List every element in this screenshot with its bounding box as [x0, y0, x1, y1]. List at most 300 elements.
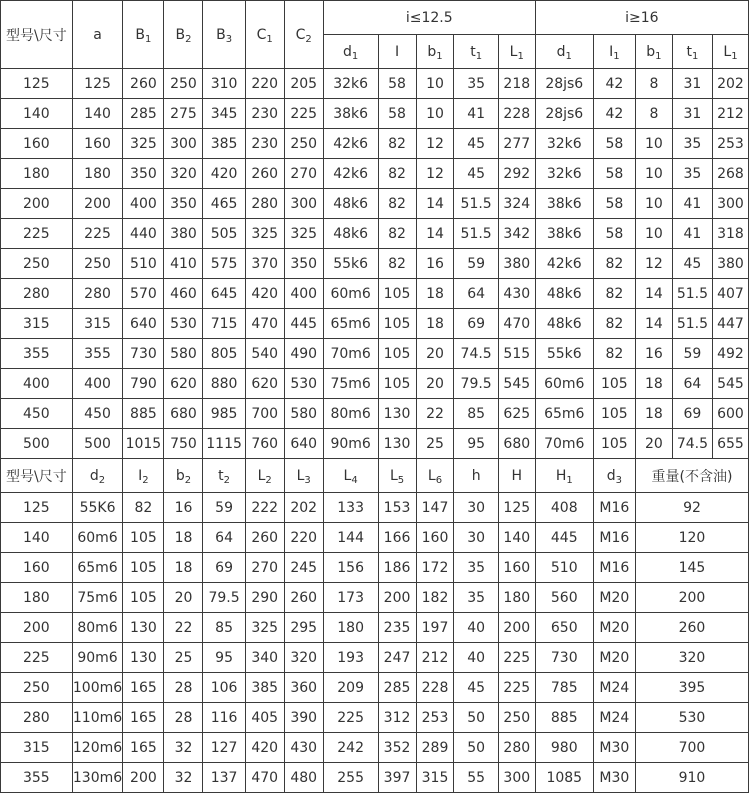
table-cell: 10: [635, 129, 672, 159]
table-cell: 25: [416, 429, 454, 459]
table-cell: 202: [284, 493, 323, 523]
table-cell: 380: [164, 219, 203, 249]
table-cell: 197: [416, 613, 454, 643]
table-cell: 530: [164, 309, 203, 339]
table-cell: 70m6: [323, 339, 378, 369]
table-cell: 655: [712, 429, 748, 459]
table-cell: 200: [1, 189, 73, 219]
table-cell: 250: [1, 249, 73, 279]
header-d1-high: $d_1$: [535, 35, 593, 69]
table-cell: 790: [123, 369, 164, 399]
header-l6: $L_6$: [416, 459, 454, 493]
table-cell: 222: [245, 493, 284, 523]
table-cell: 20: [416, 369, 454, 399]
table-cell: 680: [498, 429, 535, 459]
table-cell: 225: [284, 99, 323, 129]
table-cell: 172: [416, 553, 454, 583]
table-cell: 300: [712, 189, 748, 219]
table-cell: 355: [1, 339, 73, 369]
table-cell: 12: [416, 129, 454, 159]
table-cell: 16: [164, 493, 203, 523]
table-cell: 242: [323, 733, 378, 763]
table-cell: 230: [245, 129, 284, 159]
table-cell: 140: [498, 523, 535, 553]
header-b1: $B_1$: [123, 1, 164, 69]
table-cell: 325: [284, 219, 323, 249]
table-cell: 570: [123, 279, 164, 309]
table-cell: 280: [498, 733, 535, 763]
table-cell: 58: [593, 219, 635, 249]
table-cell: 82: [378, 129, 416, 159]
table-cell: 18: [164, 523, 203, 553]
table-cell: 125: [1, 493, 73, 523]
table-cell: 45: [672, 249, 712, 279]
table1-row: [1, 339, 749, 369]
table-cell: 312: [378, 703, 416, 733]
header-c1: $C_1$: [245, 1, 284, 69]
table-cell: 253: [712, 129, 748, 159]
table-cell: 315: [416, 763, 454, 793]
table-cell: 510: [535, 553, 593, 583]
header-b1-low: $b_1$: [416, 35, 454, 69]
table-cell: 130: [123, 613, 164, 643]
table-cell: 80m6: [72, 613, 123, 643]
header-model: 型号\尺寸: [1, 1, 73, 69]
header-i-low: I: [378, 35, 416, 69]
table-cell: M30: [593, 733, 635, 763]
table-cell: 160: [1, 129, 73, 159]
table2-row: [1, 523, 749, 553]
table-cell: 153: [378, 493, 416, 523]
table2-row: [1, 493, 749, 523]
table-cell: 280: [1, 703, 73, 733]
table-cell: 65m6: [323, 309, 378, 339]
table-cell: 202: [712, 69, 748, 99]
table-cell: 105: [593, 429, 635, 459]
table-cell: 300: [498, 763, 535, 793]
table-cell: 105: [593, 369, 635, 399]
table-cell: 289: [416, 733, 454, 763]
table-cell: 620: [164, 369, 203, 399]
table-cell: 16: [416, 249, 454, 279]
table-cell: 60m6: [535, 369, 593, 399]
table-cell: M24: [593, 703, 635, 733]
table-cell: 515: [498, 339, 535, 369]
table-cell: 69: [672, 399, 712, 429]
table-cell: 32k6: [323, 69, 378, 99]
table-cell: 173: [323, 583, 378, 613]
table-cell: 420: [245, 279, 284, 309]
table-cell: 980: [535, 733, 593, 763]
table-cell: 82: [593, 279, 635, 309]
table-cell: 270: [245, 553, 284, 583]
table-cell: M20: [593, 643, 635, 673]
header-i2: $I_2$: [123, 459, 164, 493]
table-cell: 42k6: [323, 159, 378, 189]
table-cell: 35: [454, 553, 498, 583]
header-l1-low: $L_1$: [498, 35, 535, 69]
table1-row: [1, 309, 749, 339]
table-cell: 410: [164, 249, 203, 279]
table-cell: 22: [416, 399, 454, 429]
table-cell: 51.5: [672, 279, 712, 309]
table-cell: 785: [535, 673, 593, 703]
table-cell: 280: [1, 279, 73, 309]
table-cell: 55K6: [72, 493, 123, 523]
table-cell: 180: [1, 583, 73, 613]
table-cell: 420: [203, 159, 245, 189]
table-cell: 318: [712, 219, 748, 249]
table-cell: 1115: [203, 429, 245, 459]
table-cell: 390: [284, 703, 323, 733]
table-cell: 165: [123, 703, 164, 733]
table-cell: 385: [245, 673, 284, 703]
table-cell: 20: [164, 583, 203, 613]
table-cell: 560: [535, 583, 593, 613]
table-cell: 209: [323, 673, 378, 703]
table-cell: 35: [454, 583, 498, 613]
table-cell: 55k6: [535, 339, 593, 369]
table-cell: 14: [416, 189, 454, 219]
header-d3: $d_3$: [593, 459, 635, 493]
table-cell: 10: [635, 189, 672, 219]
table-cell: 65m6: [535, 399, 593, 429]
table-cell: 545: [498, 369, 535, 399]
table-cell: 38k6: [323, 99, 378, 129]
table-cell: 18: [635, 399, 672, 429]
table-cell: 42: [593, 69, 635, 99]
header-b2: $B_2$: [164, 1, 203, 69]
table-cell: 144: [323, 523, 378, 553]
table-cell: 260: [245, 159, 284, 189]
table-cell: 730: [123, 339, 164, 369]
table-cell: 193: [323, 643, 378, 673]
table-cell: 300: [164, 129, 203, 159]
table-cell: 470: [245, 763, 284, 793]
header-c2: $C_2$: [284, 1, 323, 69]
table-cell: 74.5: [672, 429, 712, 459]
header-l5: $L_5$: [378, 459, 416, 493]
table-cell: 90m6: [323, 429, 378, 459]
table-cell: 640: [123, 309, 164, 339]
table-cell: 8: [635, 99, 672, 129]
table-cell: 58: [593, 129, 635, 159]
table-cell: 28: [164, 703, 203, 733]
table2-row: [1, 553, 749, 583]
table-cell: 580: [284, 399, 323, 429]
table-cell: 510: [123, 249, 164, 279]
table-cell: 500: [1, 429, 73, 459]
table-cell: 260: [635, 613, 748, 643]
table-cell: M24: [593, 673, 635, 703]
table-cell: 166: [378, 523, 416, 553]
table-cell: 45: [454, 673, 498, 703]
table-cell: 51.5: [672, 309, 712, 339]
table-cell: 48k6: [323, 189, 378, 219]
table-cell: 25: [164, 643, 203, 673]
table-cell: 985: [203, 399, 245, 429]
table-cell: 125: [72, 69, 123, 99]
table-cell: 360: [284, 673, 323, 703]
table-cell: 225: [1, 643, 73, 673]
header-t1-low: $t_1$: [454, 35, 498, 69]
table-cell: 380: [498, 249, 535, 279]
table-cell: 218: [498, 69, 535, 99]
table-cell: 105: [123, 553, 164, 583]
table-cell: 285: [123, 99, 164, 129]
table-cell: 14: [416, 219, 454, 249]
table-cell: 182: [416, 583, 454, 613]
table2-row: [1, 673, 749, 703]
table-cell: 22: [164, 613, 203, 643]
table-cell: 35: [672, 159, 712, 189]
table-cell: 430: [498, 279, 535, 309]
table-cell: 18: [164, 553, 203, 583]
table-cell: 505: [203, 219, 245, 249]
table-cell: 140: [1, 523, 73, 553]
table-cell: 212: [416, 643, 454, 673]
table-cell: 58: [593, 159, 635, 189]
table-cell: 490: [284, 339, 323, 369]
table-cell: 370: [245, 249, 284, 279]
header-d2: $d_2$: [72, 459, 123, 493]
table-cell: 492: [712, 339, 748, 369]
header-h1: $H_1$: [535, 459, 593, 493]
table-cell: 620: [245, 369, 284, 399]
table-cell: 82: [593, 309, 635, 339]
table-cell: 760: [245, 429, 284, 459]
table-cell: 397: [378, 763, 416, 793]
table-cell: 225: [498, 643, 535, 673]
table-cell: 58: [593, 189, 635, 219]
table-cell: 885: [535, 703, 593, 733]
table-cell: 910: [635, 763, 748, 793]
table-cell: 440: [123, 219, 164, 249]
table-cell: 160: [498, 553, 535, 583]
header-group-low-ratio: i≤12.5: [323, 1, 535, 35]
table-cell: 385: [203, 129, 245, 159]
table-cell: 45: [454, 129, 498, 159]
table-cell: 70m6: [535, 429, 593, 459]
table-cell: 350: [164, 189, 203, 219]
table-cell: 79.5: [454, 369, 498, 399]
table-cell: 60m6: [323, 279, 378, 309]
table-cell: 140: [72, 99, 123, 129]
table-cell: 324: [498, 189, 535, 219]
table-cell: 12: [635, 249, 672, 279]
table-cell: 325: [123, 129, 164, 159]
table-cell: 64: [672, 369, 712, 399]
table-cell: 50: [454, 703, 498, 733]
table-cell: 165: [123, 733, 164, 763]
table-cell: 715: [203, 309, 245, 339]
table-cell: 320: [635, 643, 748, 673]
header-l1-high: $L_1$: [712, 35, 748, 69]
table1-row: [1, 99, 749, 129]
table1-row: [1, 219, 749, 249]
table-cell: 8: [635, 69, 672, 99]
table-cell: 250: [284, 129, 323, 159]
table-cell: 200: [123, 763, 164, 793]
table-cell: 220: [245, 69, 284, 99]
table-cell: 750: [164, 429, 203, 459]
table-cell: 38k6: [535, 189, 593, 219]
table-cell: 48k6: [535, 309, 593, 339]
table-cell: 470: [245, 309, 284, 339]
table-cell: M20: [593, 583, 635, 613]
table-cell: 1015: [123, 429, 164, 459]
table-cell: 40: [454, 613, 498, 643]
table-cell: 140: [1, 99, 73, 129]
header-row-3: [1, 459, 749, 493]
table-cell: 51.5: [454, 189, 498, 219]
table-cell: 280: [245, 189, 284, 219]
table-cell: 18: [416, 309, 454, 339]
table-cell: 58: [378, 69, 416, 99]
table-cell: 225: [323, 703, 378, 733]
header-h-large: H: [498, 459, 535, 493]
table-cell: 212: [712, 99, 748, 129]
table-cell: 350: [123, 159, 164, 189]
table-cell: 16: [635, 339, 672, 369]
table-cell: 125: [1, 69, 73, 99]
table-cell: 10: [416, 69, 454, 99]
table-cell: 640: [284, 429, 323, 459]
table-cell: 10: [635, 219, 672, 249]
header-t2: $t_2$: [203, 459, 245, 493]
table-cell: 35: [672, 129, 712, 159]
table-cell: 275: [164, 99, 203, 129]
table-cell: 352: [378, 733, 416, 763]
table-cell: 650: [535, 613, 593, 643]
table-cell: 35: [454, 69, 498, 99]
table-cell: M20: [593, 613, 635, 643]
table-cell: M16: [593, 493, 635, 523]
table-cell: 64: [454, 279, 498, 309]
table-cell: 530: [284, 369, 323, 399]
table-cell: 300: [284, 189, 323, 219]
table-cell: 105: [378, 339, 416, 369]
table-cell: 48k6: [535, 279, 593, 309]
table-cell: 105: [123, 523, 164, 553]
table-cell: 805: [203, 339, 245, 369]
table-cell: 32k6: [535, 159, 593, 189]
table-cell: 92: [635, 493, 748, 523]
table-cell: 130: [123, 643, 164, 673]
table-cell: 38k6: [535, 219, 593, 249]
table-cell: 59: [203, 493, 245, 523]
table-cell: 79.5: [203, 583, 245, 613]
table-cell: 280: [72, 279, 123, 309]
table-cell: 247: [378, 643, 416, 673]
table-cell: 133: [323, 493, 378, 523]
table-cell: 65m6: [72, 553, 123, 583]
table-cell: 80m6: [323, 399, 378, 429]
table-cell: 700: [635, 733, 748, 763]
table-cell: 18: [635, 369, 672, 399]
table-cell: 530: [635, 703, 748, 733]
table-cell: 480: [284, 763, 323, 793]
table-cell: 355: [72, 339, 123, 369]
table-cell: 110m6: [72, 703, 123, 733]
table-cell: 880: [203, 369, 245, 399]
table-cell: 580: [164, 339, 203, 369]
table-cell: 180: [1, 159, 73, 189]
table-cell: 220: [284, 523, 323, 553]
table-cell: 545: [712, 369, 748, 399]
table1-row: [1, 399, 749, 429]
table-cell: 245: [284, 553, 323, 583]
table1-row: [1, 69, 749, 99]
table1-row: [1, 429, 749, 459]
table-cell: 41: [454, 99, 498, 129]
table1-row: [1, 369, 749, 399]
table-cell: 50: [454, 733, 498, 763]
table-cell: 75m6: [323, 369, 378, 399]
table-cell: 41: [672, 189, 712, 219]
table-cell: 315: [1, 309, 73, 339]
table-cell: 228: [498, 99, 535, 129]
table-cell: 82: [378, 219, 416, 249]
table-cell: 55k6: [323, 249, 378, 279]
table-cell: 85: [454, 399, 498, 429]
table-cell: 180: [72, 159, 123, 189]
header-l2: $L_2$: [245, 459, 284, 493]
table2-row: [1, 583, 749, 613]
table-cell: 14: [635, 309, 672, 339]
header-l4: $L_4$: [323, 459, 378, 493]
table2-row: [1, 703, 749, 733]
table-cell: 395: [635, 673, 748, 703]
table-cell: 228: [416, 673, 454, 703]
table-cell: 64: [203, 523, 245, 553]
table-cell: 200: [498, 613, 535, 643]
table-cell: 260: [245, 523, 284, 553]
table-cell: 45: [454, 159, 498, 189]
table-cell: 200: [635, 583, 748, 613]
table-cell: 82: [378, 249, 416, 279]
table-cell: 160: [1, 553, 73, 583]
table-cell: 345: [203, 99, 245, 129]
table-cell: 51.5: [454, 219, 498, 249]
table-cell: 325: [245, 613, 284, 643]
table2-row: [1, 643, 749, 673]
table1-row: [1, 129, 749, 159]
table-cell: 250: [72, 249, 123, 279]
table-cell: 320: [164, 159, 203, 189]
table-cell: 380: [712, 249, 748, 279]
table-cell: 20: [416, 339, 454, 369]
table-cell: 95: [454, 429, 498, 459]
table-cell: 105: [378, 279, 416, 309]
table-cell: 270: [284, 159, 323, 189]
table-cell: 100m6: [72, 673, 123, 703]
table-cell: 290: [245, 583, 284, 613]
table-cell: 30: [454, 493, 498, 523]
table-cell: 130: [378, 399, 416, 429]
table-cell: 447: [712, 309, 748, 339]
table1-body: [1, 69, 749, 459]
header-b3: $B_3$: [203, 1, 245, 69]
table-cell: 125: [498, 493, 535, 523]
table-cell: 285: [378, 673, 416, 703]
table-cell: 355: [1, 763, 73, 793]
table-cell: 10: [416, 99, 454, 129]
header-l3: $L_3$: [284, 459, 323, 493]
table-cell: 59: [454, 249, 498, 279]
table-cell: 165: [123, 673, 164, 703]
table-cell: 42k6: [323, 129, 378, 159]
